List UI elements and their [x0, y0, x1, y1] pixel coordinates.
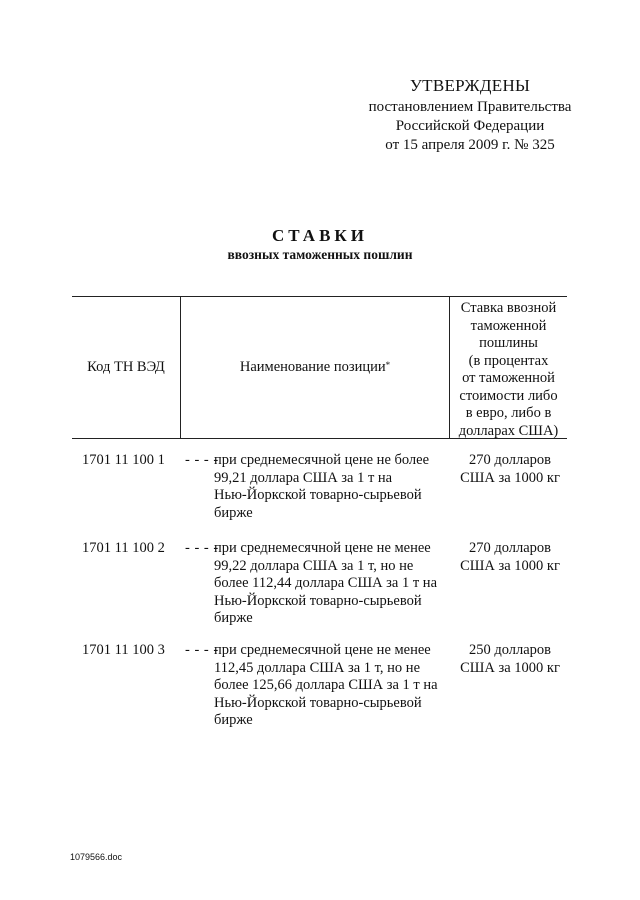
rate-line: 270 долларов [468, 540, 552, 556]
row-description [214, 642, 454, 730]
approval-line-2: Российской Федерации [395, 118, 545, 134]
description-line: 99,21 доллара США за 1 т на [214, 469, 393, 486]
description-line: бирже [214, 504, 253, 521]
row-description [214, 452, 454, 522]
description-line: более 125,66 доллара США за 1 т на [214, 677, 438, 693]
row-dashes: - - - - [185, 540, 219, 556]
header-rate-line: в евро, либо в [465, 405, 552, 421]
description-line: Нью-Йоркской товарно-сырьевой [214, 694, 422, 711]
description-line: при среднемесячной цене не менее [214, 540, 431, 556]
header-rate-line: пошлины [479, 335, 538, 351]
header-rate-line: долларах США) [458, 422, 559, 439]
header-name [181, 358, 449, 377]
header-rate-line: от таможенной [462, 370, 555, 386]
table-top-rule [72, 296, 567, 297]
header-code: Код ТН ВЭД [87, 359, 165, 375]
header-name-footnote-mark: * [385, 360, 391, 370]
approval-line-1: постановлением Правительства [368, 99, 572, 115]
rate-line: США за 1000 кг [460, 469, 560, 486]
header-rate-line: Ставка ввозной [460, 300, 557, 316]
header-rate-line: (в процентах [468, 352, 549, 369]
row-dashes: - - - - [185, 642, 219, 658]
rate-line: 250 долларов [468, 642, 552, 658]
approval-heading: УТВЕРЖДЕНЫ [409, 76, 531, 95]
rate-line: США за 1000 кг [460, 659, 560, 676]
description-line: 99,22 доллара США за 1 т, но не [214, 557, 414, 574]
header-rate-line: таможенной [470, 317, 547, 334]
row-code: 1701 11 100 3 [82, 642, 165, 658]
description-line: бирже [214, 610, 253, 626]
header-name-text: Наименование позиции [239, 359, 386, 375]
approval-block [340, 76, 600, 155]
row-code: 1701 11 100 2 [82, 540, 165, 556]
description-line: Нью-Йоркской товарно-сырьевой [214, 487, 422, 503]
rate-line: США за 1000 кг [460, 557, 560, 574]
row-description [214, 540, 454, 628]
document-subtitle: ввозных таможенных пошлин [227, 247, 413, 262]
description-line: 112,45 доллара США за 1 т, но не [214, 659, 421, 676]
header-rate-line: стоимости либо [459, 387, 558, 404]
document-id: 1079566.doc [70, 852, 123, 862]
row-dashes: - - - - [185, 452, 219, 468]
header-rate [450, 300, 567, 440]
row-code: 1701 11 100 1 [82, 452, 165, 468]
row-rate [454, 540, 566, 575]
document-title: СТАВКИ [272, 226, 368, 245]
approval-line-3: от 15 апреля 2009 г. № 325 [385, 137, 555, 153]
description-line: более 112,44 доллара США за 1 т на [214, 575, 438, 591]
row-rate [454, 452, 566, 487]
description-line: при среднемесячной цене не менее [214, 642, 431, 658]
rate-line: 270 долларов [468, 452, 552, 468]
description-line: при среднемесячной цене не более [214, 452, 430, 468]
description-line: бирже [214, 712, 253, 728]
row-rate [454, 642, 566, 677]
description-line: Нью-Йоркской товарно-сырьевой [214, 592, 422, 609]
